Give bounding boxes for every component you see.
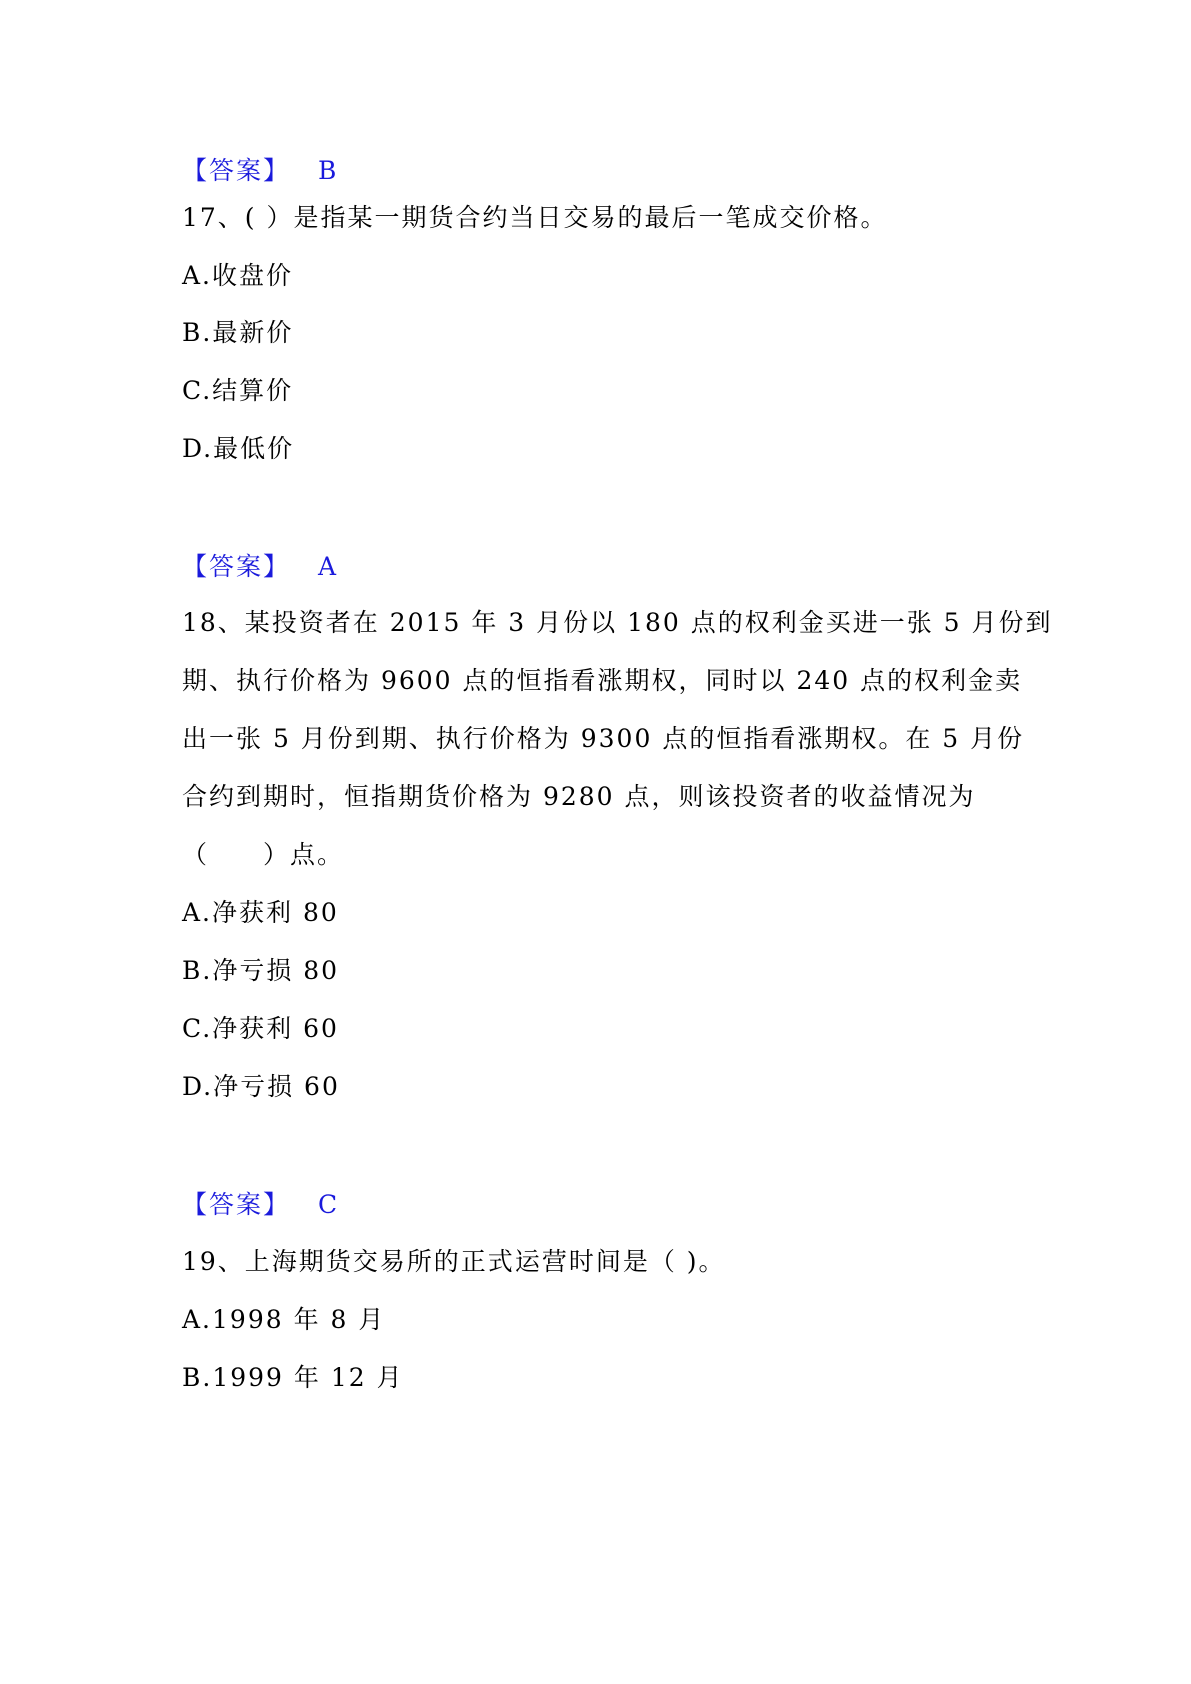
answer-value: A — [318, 552, 339, 581]
q17-option-a: A.收盘价 — [182, 261, 294, 290]
question-18-stem-line-2: 期、执行价格为 9600 点的恒指看涨期权，同时以 240 点的权利金卖 — [182, 666, 1023, 695]
answer-value: C — [318, 1190, 340, 1219]
question-18-stem-line-5: （ ）点。 — [182, 840, 345, 869]
question-19-stem: 19、上海期货交易所的正式运营时间是（ )。 — [182, 1247, 726, 1276]
answer-q16 — [182, 156, 338, 186]
answer-value: B — [318, 156, 339, 185]
q17-option-b: B.最新价 — [182, 318, 294, 347]
answer-label: 【答案】 — [182, 1190, 291, 1219]
answer-q18 — [182, 1190, 339, 1220]
question-17-stem: 17、( ）是指某一期货合约当日交易的最后一笔成交价格。 — [182, 203, 888, 232]
question-18-stem-line-1: 18、某投资者在 2015 年 3 月份以 180 点的权利金买进一张 5 月份到 — [182, 608, 1053, 637]
question-18-stem-line-4: 合约到期时，恒指期货价格为 9280 点，则该投资者的收益情况为 — [182, 782, 976, 811]
answer-label: 【答案】 — [182, 156, 291, 185]
q17-option-c: C.结算价 — [182, 376, 294, 405]
question-18-stem-line-3: 出一张 5 月份到期、执行价格为 9300 点的恒指看涨期权。在 5 月份 — [182, 724, 1025, 753]
q19-option-a: A.1998 年 8 月 — [182, 1305, 386, 1334]
q18-option-c: C.净获利 60 — [182, 1014, 339, 1043]
q18-option-b: B.净亏损 80 — [182, 956, 340, 985]
q18-option-a: A.净获利 80 — [182, 898, 339, 927]
answer-label: 【答案】 — [182, 552, 291, 581]
q19-option-b: B.1999 年 12 月 — [182, 1363, 404, 1392]
q18-option-d: D.净亏损 60 — [182, 1072, 340, 1101]
answer-q17 — [182, 552, 338, 582]
q17-option-d: D.最低价 — [182, 434, 295, 463]
